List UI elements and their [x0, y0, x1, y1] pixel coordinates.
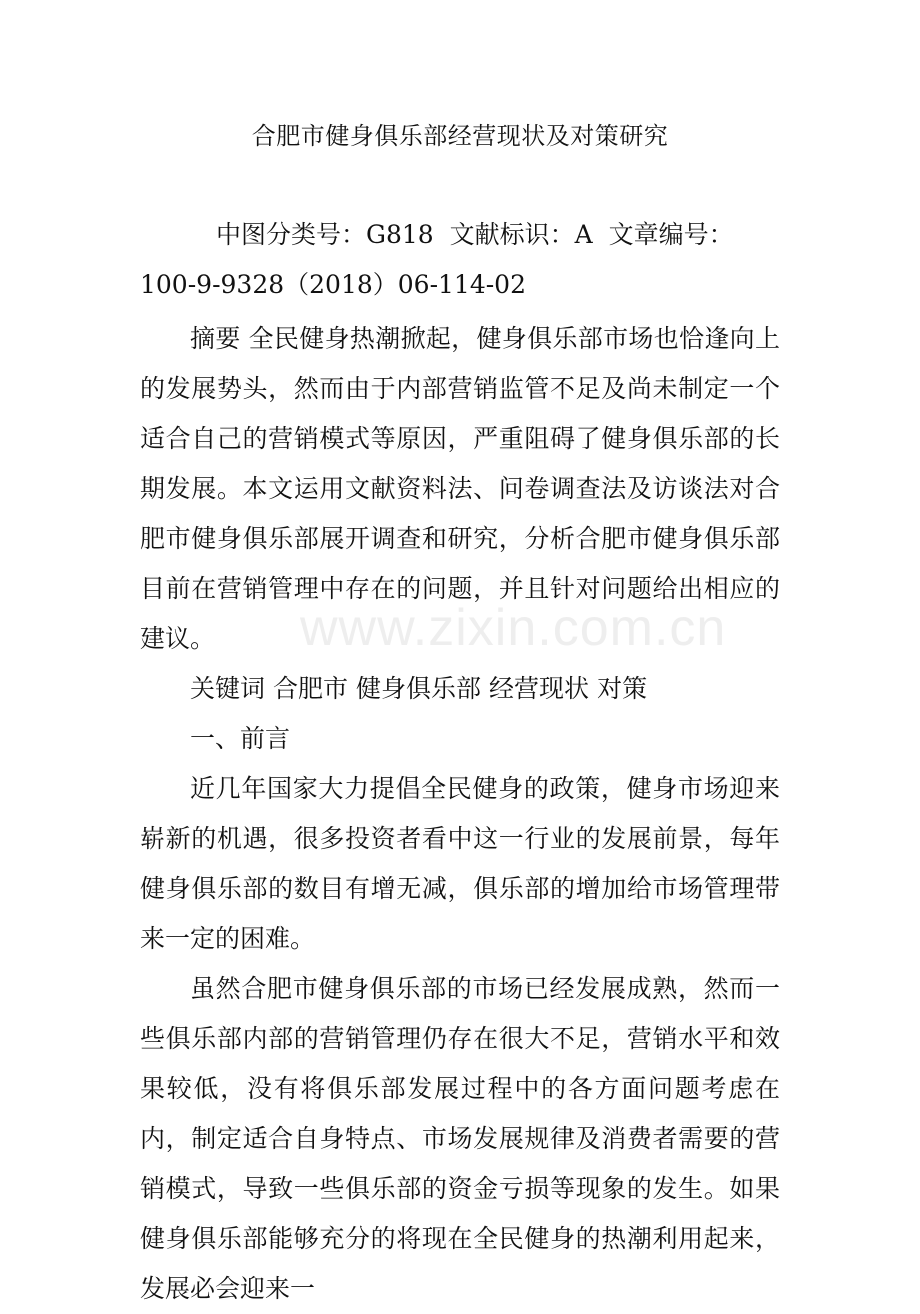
keyword-item: 合肥市: [273, 674, 349, 703]
document-code: 文献标识：A: [449, 220, 593, 249]
classification-line: [140, 210, 780, 310]
document-title: 合肥市健身俱乐部经营现状及对策研究: [251, 122, 669, 150]
issue-number: （2018）06-114-02: [284, 270, 526, 299]
abstract-paragraph: [140, 314, 780, 664]
keyword-item: 对策: [597, 674, 648, 703]
body-paragraph: 近几年国家大力提倡全民健身的政策，健身市场迎来崭新的机遇，很多投资者看中这一行业的发展前景，每年健身俱乐部的数目有增无减，俱乐部的增加给市场管理带来一定的困难。: [140, 774, 780, 953]
keywords-line: [140, 664, 780, 714]
body-paragraph: 虽然合肥市健身俱乐部的市场已经发展成熟，然而一些俱乐部内部的营销管理仍存在很大不足，营销水平和效果较低，没有将俱乐部发展过程中的各方面问题考虑在内，制定适合自身特点、市场发展规律及消费者需要的营销模式，导致一些俱乐部的资金亏损等现象的发生。如果健身俱乐部能够充分的将现在全民健身的热潮利用起来，发展必会迎来一: [140, 974, 780, 1303]
article-number: 文章编号：100-9-9328: [140, 220, 734, 299]
keyword-item: 经营现状: [489, 674, 590, 703]
section-heading: 一、前言: [190, 724, 291, 753]
keywords-label: 关键词: [190, 674, 266, 703]
keyword-item: 健身俱乐部: [356, 674, 482, 703]
clc-number: 中图分类号：G818: [216, 220, 434, 249]
abstract-label: 摘要: [190, 324, 241, 353]
document-body: [140, 210, 780, 1314]
abstract-text: 全民健身热潮掀起，健身俱乐部市场也恰逢向上的发展势头，然而由于内部营销监管不足及尚未制定一个适合自己的营销模式等原因，严重阻碍了健身俱乐部的长期发展。本文运用文献资料法、问卷调查法及访谈法对合肥市健身俱乐部展开调查和研究，分析合肥市健身俱乐部目前在营销管理中存在的问题，并且针对问题给出相应的建议。: [140, 324, 780, 653]
watermark: www.zixin.com.cn: [300, 599, 727, 657]
